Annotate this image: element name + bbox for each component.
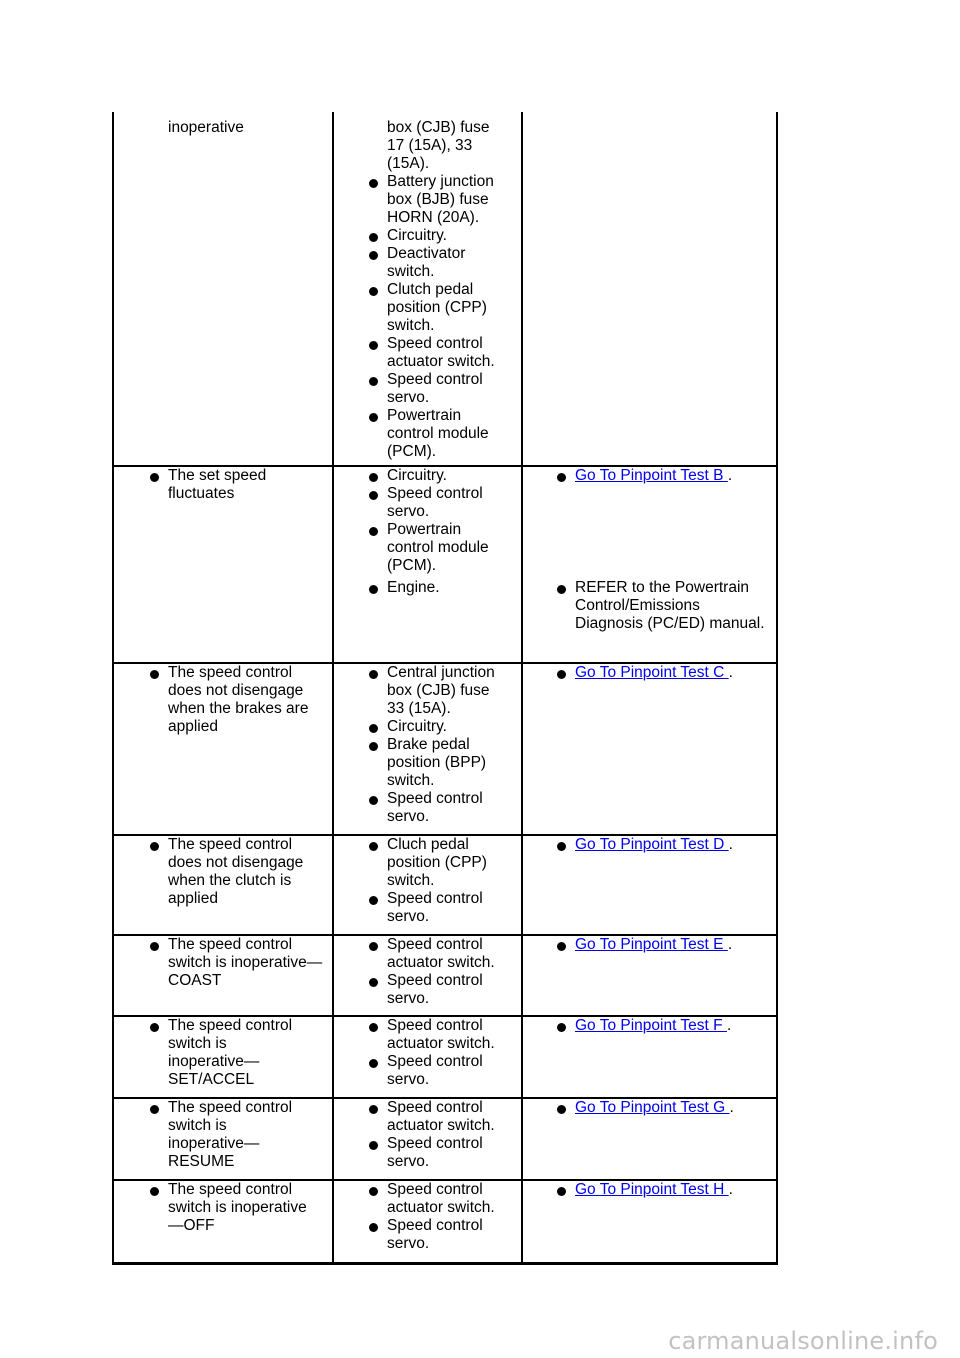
- symptom-list: [114, 1017, 332, 1089]
- bullet-icon: [557, 670, 566, 679]
- symptom-list: [114, 467, 332, 503]
- bullet-icon: [369, 942, 378, 951]
- bullet-icon: [150, 1023, 159, 1032]
- source-cell: [333, 663, 522, 835]
- bullet-icon: [557, 585, 566, 594]
- bullet-icon: [369, 1223, 378, 1232]
- list-item: Go To Pinpoint Test G .: [523, 1099, 776, 1117]
- source-text: box (CJB) fuse 17 (15A), 33 (15A).: [387, 119, 490, 172]
- bullet-icon: [369, 377, 378, 386]
- list-item: Speed control servo.: [334, 890, 503, 926]
- symptom-cell: [113, 1180, 333, 1263]
- bullet-icon: [369, 742, 378, 751]
- list-item: The set speed fluctuates: [114, 467, 318, 503]
- source-cell: [333, 935, 522, 1016]
- symptom-list: [114, 936, 332, 990]
- list-item: The speed control switch is inoperative— COAST: [114, 936, 326, 990]
- list-item: Go To Pinpoint Test F .: [523, 1017, 776, 1035]
- pinpoint-test-d-link[interactable]: Go To Pinpoint Test D: [575, 836, 729, 853]
- list-item: Go To Pinpoint Test H .: [523, 1181, 776, 1199]
- list-item: Speed control actuator switch.: [334, 335, 503, 371]
- bullet-icon: [369, 724, 378, 733]
- list-item: Go To Pinpoint Test D .: [523, 836, 776, 854]
- list-item: Engine.: [334, 579, 521, 597]
- list-item: Speed control actuator switch.: [334, 1181, 503, 1217]
- bullet-icon: [369, 796, 378, 805]
- source-cell: [333, 466, 522, 663]
- bullet-icon: [369, 842, 378, 851]
- list-item: Cluch pedal position (CPP) switch.: [334, 836, 503, 890]
- source-cell: [333, 1180, 522, 1263]
- source-cell: [333, 1016, 522, 1098]
- bullet-icon: [369, 670, 378, 679]
- bullet-icon: [369, 1059, 378, 1068]
- action-cell: [522, 1098, 777, 1180]
- list-item: Battery junction box (BJB) fuse HORN (20A).: [334, 173, 503, 227]
- symptom-list: [114, 1099, 332, 1171]
- action-cell: [522, 1180, 777, 1263]
- source-list: [334, 1099, 521, 1171]
- diagnostic-table: [112, 112, 778, 1265]
- list-item: Central junction box (CJB) fuse 33 (15A).: [334, 664, 503, 718]
- list-item: Go To Pinpoint Test E .: [523, 936, 776, 954]
- bullet-icon: [557, 942, 566, 951]
- list-item: Speed control servo.: [334, 972, 503, 1008]
- list-item: The speed control switch is inoperative— SET/ACCEL: [114, 1017, 304, 1089]
- action-cell: [522, 1016, 777, 1098]
- pinpoint-test-f-link[interactable]: Go To Pinpoint Test F: [575, 1017, 727, 1034]
- list-item: Brake pedal position (BPP) switch.: [334, 736, 503, 790]
- action-list: [523, 1017, 776, 1035]
- list-item: Circuitry.: [334, 467, 503, 485]
- list-item: Powertrain control module (PCM).: [334, 407, 503, 461]
- list-item: Speed control servo.: [334, 1135, 503, 1171]
- action-list: [523, 467, 776, 571]
- symptom-cell: [113, 466, 333, 663]
- action-cell: [522, 663, 777, 835]
- source-list: [334, 836, 521, 926]
- list-item: Go To Pinpoint Test C .: [523, 664, 776, 682]
- table-row: [113, 1180, 777, 1263]
- bullet-icon: [557, 473, 566, 482]
- symptom-cell: [113, 663, 333, 835]
- list-item: Powertrain control module (PCM).: [334, 521, 503, 575]
- action-cell: [522, 112, 777, 466]
- table-row: [113, 466, 777, 663]
- bullet-icon: [369, 1023, 378, 1032]
- list-item: Circuitry.: [334, 718, 503, 736]
- bullet-icon: [369, 341, 378, 350]
- action-list: [523, 1099, 776, 1117]
- bullet-icon: [557, 1187, 566, 1196]
- table-row: [113, 1016, 777, 1098]
- action-list: [523, 836, 776, 854]
- bullet-icon: [369, 251, 378, 260]
- symptom-list: [114, 1181, 332, 1235]
- action-cell: [522, 835, 777, 935]
- source-list: [334, 1181, 521, 1253]
- bullet-icon: [150, 942, 159, 951]
- source-list: [334, 1017, 521, 1089]
- list-item: Speed control servo.: [334, 1053, 503, 1089]
- symptom-cell: [113, 1098, 333, 1180]
- bullet-icon: [369, 233, 378, 242]
- pinpoint-test-c-link[interactable]: Go To Pinpoint Test C: [575, 664, 729, 681]
- bullet-icon: [369, 1141, 378, 1150]
- list-item: Deactivator switch.: [334, 245, 503, 281]
- action-list: [523, 664, 776, 682]
- source-list: [334, 936, 521, 1008]
- source-cell: [333, 112, 522, 466]
- list-item: Clutch pedal position (CPP) switch.: [334, 281, 503, 335]
- list-item: Speed control actuator switch.: [334, 1099, 503, 1135]
- symptom-text: inoperative: [168, 119, 244, 136]
- list-item: Speed control servo.: [334, 485, 503, 521]
- table-row: [113, 663, 777, 835]
- list-item: Speed control servo.: [334, 371, 503, 407]
- source-list: [334, 173, 521, 461]
- table-row: [113, 112, 777, 466]
- list-item: The speed control does not disengage when the brakes are applied: [114, 664, 322, 736]
- bullet-icon: [369, 287, 378, 296]
- bullet-icon: [369, 896, 378, 905]
- bullet-icon: [369, 1187, 378, 1196]
- symptom-cell: [113, 835, 333, 935]
- pinpoint-test-b-link[interactable]: Go To Pinpoint Test B: [575, 467, 728, 484]
- bullet-icon: [369, 491, 378, 500]
- bullet-icon: [369, 585, 378, 594]
- table-row: [113, 1098, 777, 1180]
- action-cell: [522, 935, 777, 1016]
- list-item: Speed control servo.: [334, 1217, 503, 1253]
- bullet-icon: [369, 179, 378, 188]
- bullet-icon: [150, 842, 159, 851]
- pinpoint-test-h-link[interactable]: Go To Pinpoint Test H: [575, 1181, 729, 1198]
- bullet-icon: [369, 1105, 378, 1114]
- bullet-icon: [150, 473, 159, 482]
- pinpoint-test-e-link[interactable]: Go To Pinpoint Test E: [575, 936, 728, 953]
- symptom-cell: [113, 935, 333, 1016]
- list-item: The speed control does not disengage when the clutch is applied: [114, 836, 322, 908]
- source-list: [334, 467, 521, 574]
- source-list: [334, 664, 521, 826]
- action-list: [523, 936, 776, 954]
- bullet-icon: [150, 670, 159, 679]
- list-item: Circuitry.: [334, 227, 503, 245]
- table-row: [113, 835, 777, 935]
- action-cell: [522, 466, 777, 663]
- bullet-icon: [369, 413, 378, 422]
- table-row: [113, 935, 777, 1016]
- list-item: Speed control actuator switch.: [334, 936, 503, 972]
- list-item: The speed control switch is inoperative— RESUME: [114, 1099, 304, 1171]
- bullet-icon: [369, 978, 378, 987]
- bullet-icon: [369, 473, 378, 482]
- bullet-icon: [557, 1105, 566, 1114]
- action-list: [523, 571, 776, 633]
- symptom-cell: [113, 112, 333, 466]
- action-list: [523, 1181, 776, 1199]
- bullet-icon: [369, 527, 378, 536]
- bullet-icon: [150, 1105, 159, 1114]
- source-cell: [333, 835, 522, 935]
- list-item: Speed control servo.: [334, 790, 503, 826]
- list-item: The speed control switch is inoperative—OFF: [114, 1181, 318, 1235]
- bullet-icon: [557, 1023, 566, 1032]
- source-cell: [333, 1098, 522, 1180]
- list-item: REFER to the Powertrain Control/Emissions Diagnosis (PC/ED) manual.: [523, 579, 776, 633]
- symptom-cell: [113, 1016, 333, 1098]
- pinpoint-test-g-link[interactable]: Go To Pinpoint Test G: [575, 1099, 730, 1116]
- list-item: Speed control actuator switch.: [334, 1017, 503, 1053]
- symptom-list: [114, 664, 332, 736]
- watermark: carmanualsonline.info: [668, 1327, 938, 1355]
- list-item: Go To Pinpoint Test B .: [523, 467, 776, 485]
- symptom-list: [114, 836, 332, 908]
- bullet-icon: [150, 1187, 159, 1196]
- bullet-icon: [557, 842, 566, 851]
